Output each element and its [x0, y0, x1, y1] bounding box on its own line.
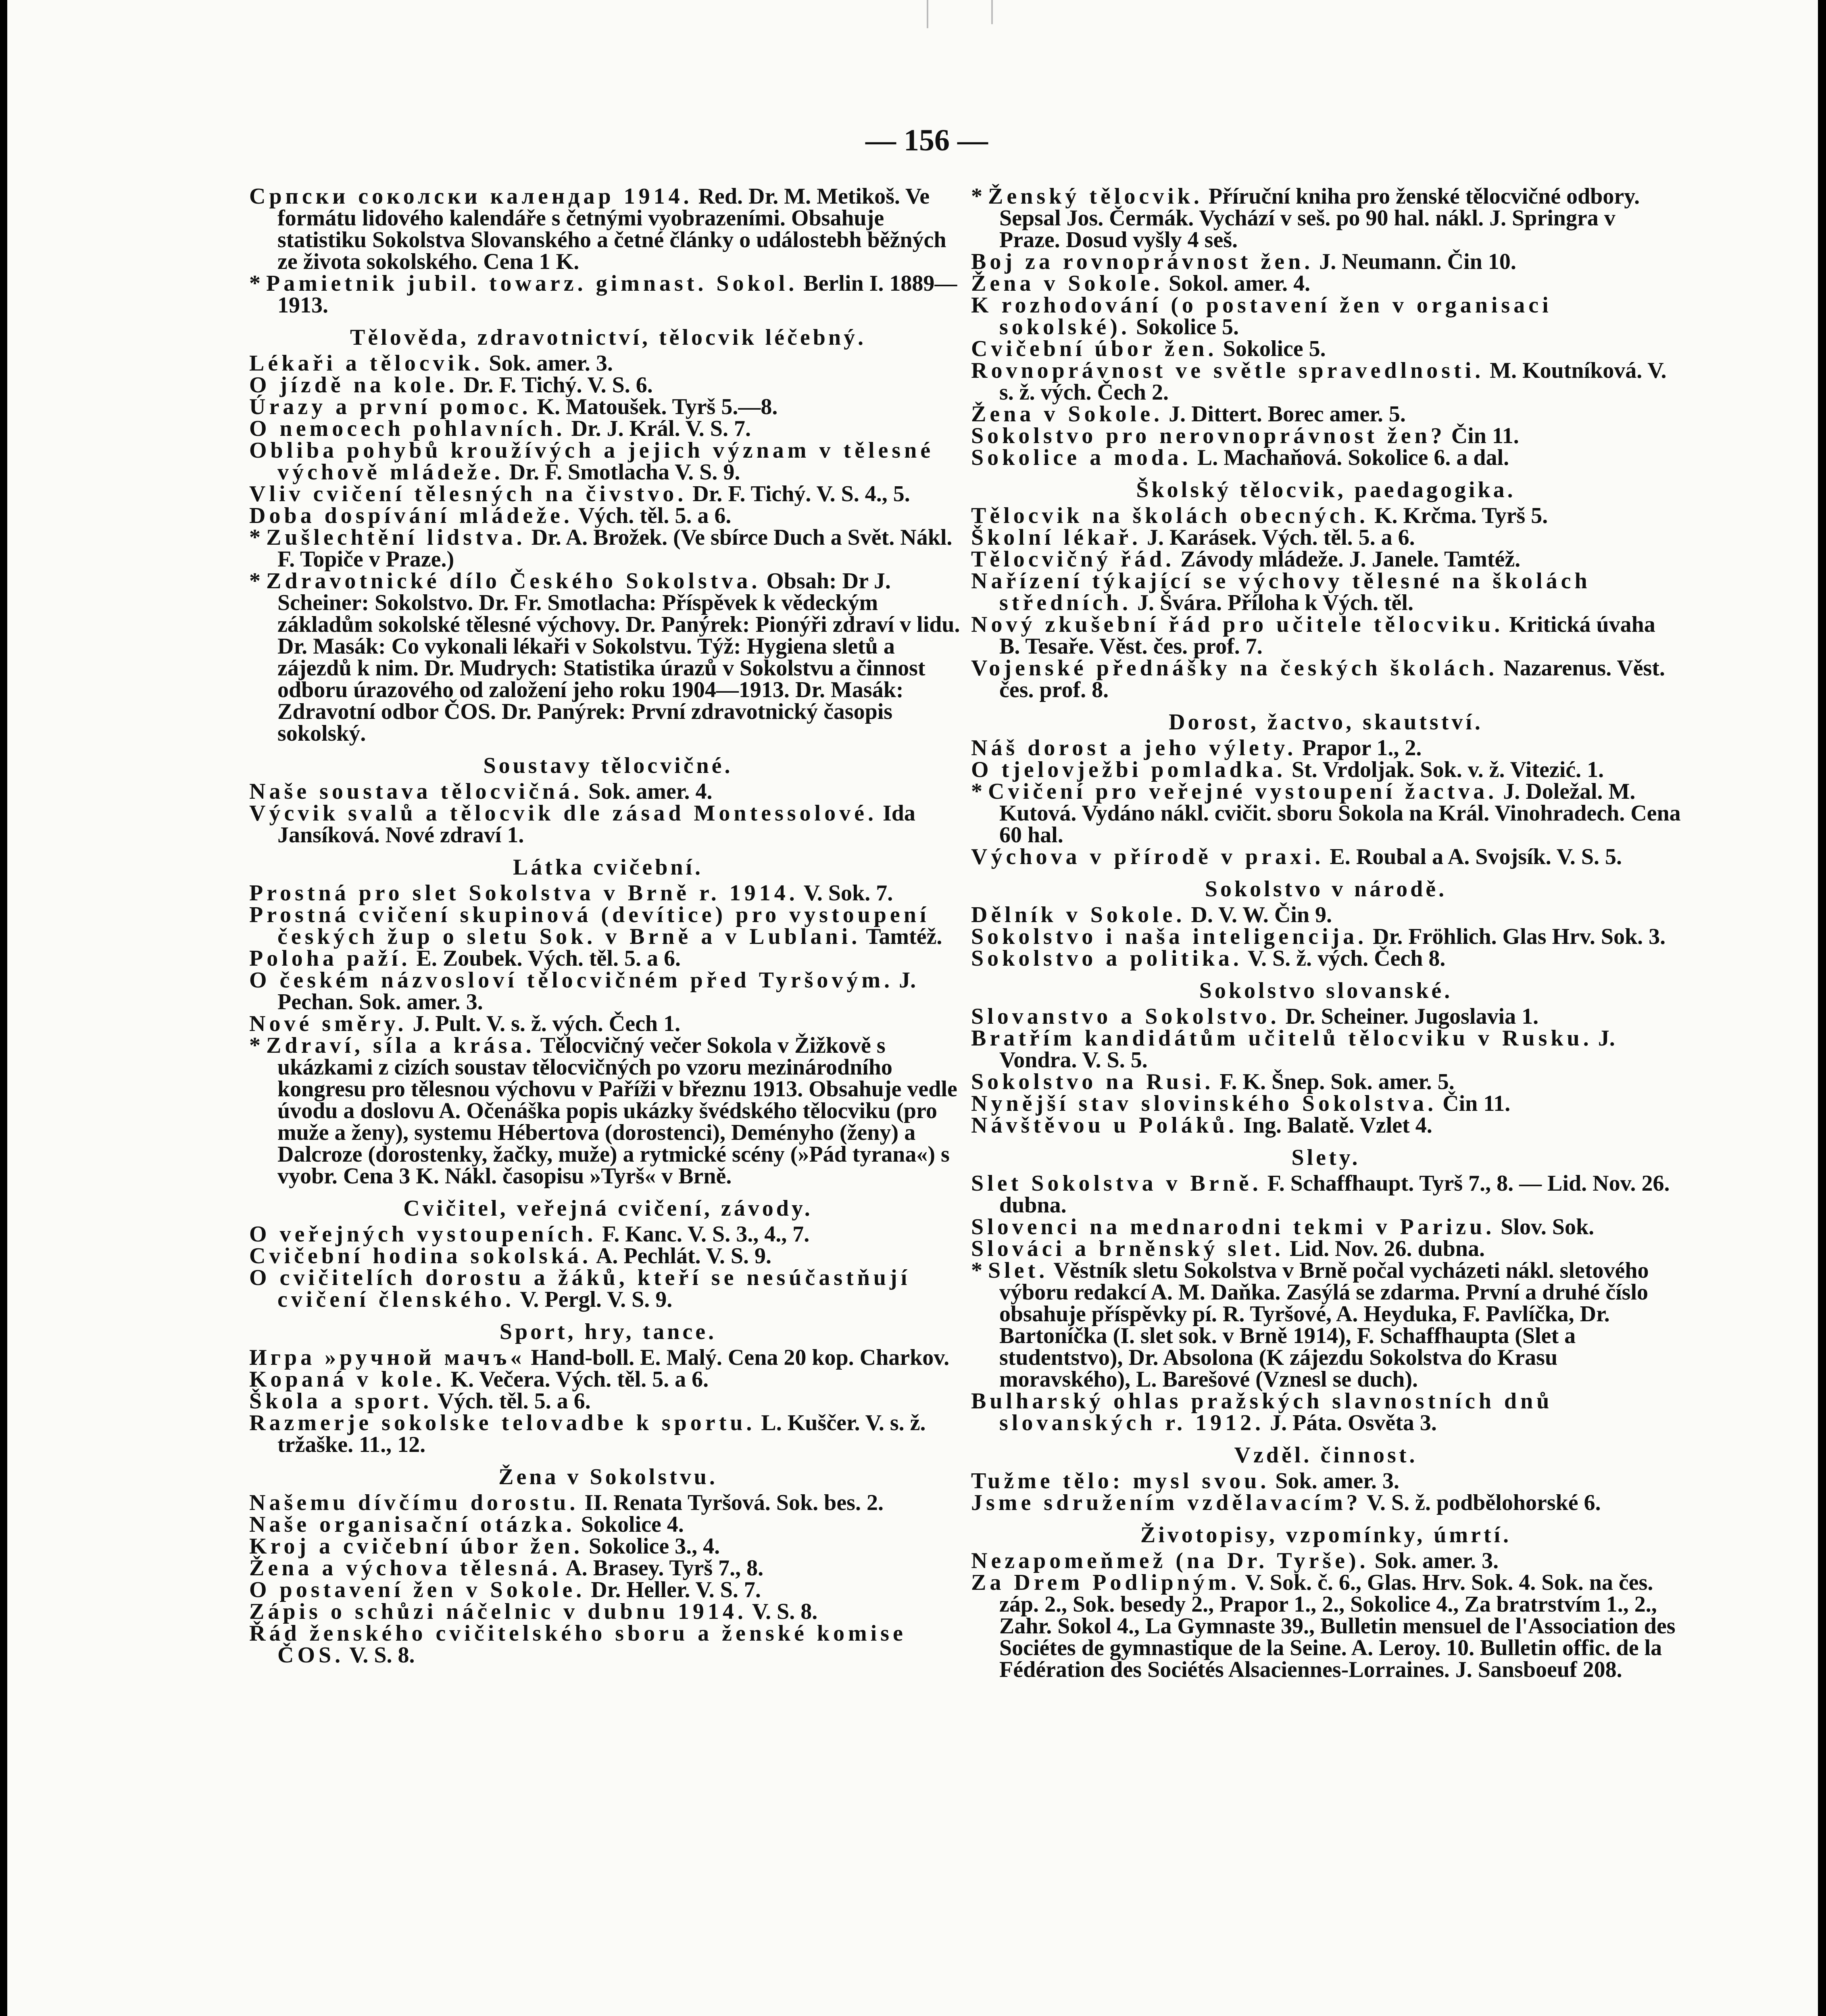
entry-source: Nazarenus. Věst. čes. prof. 8. [999, 656, 1665, 702]
entry-list [971, 185, 1681, 469]
bibliography-entry [971, 846, 1681, 868]
entry-title: Doba dospívání mládeže. [249, 503, 573, 528]
entry-source: Red. Dr. M. Metikoš. Ve formátu lidového kalendáře s četnými vyobrazeními. Obsahuje statistiku Sokolstva Slovanského a četné články o událostebh běžných ze života sokolského. Cena 1 K. [277, 184, 946, 274]
entry-source: Berlin I. 1889—1913. [277, 271, 957, 318]
entry-title: Zápis o schůzi náčelnic v dubnu 1914. [249, 1599, 747, 1624]
section-heading: Tělověda, zdravotnictví, tělocvik léčebný. [350, 325, 867, 350]
section-heading: Dorost, žactvo, skautství. [1169, 710, 1483, 735]
entry-title: Za Drem Podlipným. [971, 1570, 1240, 1595]
entry-list [971, 904, 1681, 969]
entry-source: J. Švára. Příloha k Vých. těl. [1132, 590, 1413, 615]
entry-source: Sok. amer. 4. [582, 779, 713, 804]
bibliography-entry [249, 1412, 967, 1456]
entry-title: Zdravotnické dílo Českého Sokolstva. [266, 569, 761, 594]
scan-speck [991, 0, 993, 24]
entry-source: St. Vrdoljak. Sok. v. ž. Vitezić. 1. [1286, 757, 1604, 782]
entry-source: V. S. 8. [344, 1643, 415, 1668]
bibliography-entry [971, 1093, 1681, 1114]
entry-title: Jsme sdružením vzdělavacím? [971, 1490, 1361, 1515]
entry-list [249, 781, 967, 846]
entry-source: Prapor 1., 2. [1297, 735, 1422, 760]
entry-title: Zušlechtění lidstva. [266, 525, 526, 550]
entry-source: Dr. J. Král. V. S. 7. [565, 416, 751, 441]
bibliography-entry [249, 948, 967, 969]
bibliography-entry [249, 1557, 967, 1579]
page-number: — 156 — [865, 123, 988, 157]
bibliography-entry [971, 570, 1681, 614]
entry-title: Slovenci na mednarodni tekmi v Parizu. [971, 1214, 1495, 1239]
entry-title: Kopaná v kole. [249, 1367, 445, 1392]
bibliography-entry [249, 1492, 967, 1514]
bibliography-entry [971, 185, 1681, 251]
entry-source: Čin 11. [1437, 1091, 1511, 1116]
entry-title: Slováci a brněnský slet. [971, 1236, 1284, 1261]
bibliography-entry [971, 1173, 1681, 1216]
entry-source: Dr. Heller. V. S. 7. [585, 1577, 761, 1602]
entry-title: Prostná pro slet Sokolstva v Brně r. 1914. [249, 881, 798, 906]
bibliography-entry [249, 1013, 967, 1035]
entry-source: E. Roubal a A. Svojsík. V. S. 5. [1324, 844, 1622, 869]
bibliography-entry [249, 882, 967, 904]
bibliography-entry [971, 403, 1681, 425]
entry-title: Obliba pohybů kroužívých a jejich význam v tělesné výchově mládeže. [249, 438, 934, 485]
entry-title: Výcvik svalů a tělocvik dle zásad Montessolové. [249, 801, 877, 826]
entry-source: Sokolice 5. [1130, 314, 1239, 339]
entry-source: J. Páta. Osvěta 3. [1264, 1410, 1437, 1435]
entry-source: Kritická úvaha B. Tesaře. Věst. čes. prof. 7. [999, 612, 1655, 659]
bibliography-entry [249, 352, 967, 374]
entry-source: Dr. F. Tichý. V. S. 4., 5. [687, 481, 910, 506]
entry-source: Dr. A. Brožek. (Ve sbírce Duch a Svět. Nákl. F. Topiče v Praze.) [277, 525, 953, 572]
entry-source: J. Neumann. Čin 10. [1313, 249, 1516, 274]
entry-source: Závody mládeže. J. Janele. Tamtéž. [1175, 547, 1521, 572]
bibliography-entry [249, 1601, 967, 1622]
right-column [971, 185, 1681, 1681]
section-heading: Vzděl. činnost. [1234, 1443, 1418, 1468]
entry-title: Řád ženského cvičitelského sboru a ženské komise ČOS. [249, 1621, 907, 1668]
entry-source: E. Zoubek. Vých. těl. 5. a 6. [411, 946, 681, 971]
entry-title: Boj za rovnoprávnost žen. [971, 249, 1314, 274]
entry-source: D. V. W. Čin 9. [1185, 902, 1332, 927]
entry-source: J. Pechan. Sok. amer. 3. [277, 968, 916, 1014]
entry-title: Škola a sport. [249, 1389, 433, 1414]
bibliography-entry [971, 1027, 1681, 1071]
bibliography-entry [971, 1238, 1681, 1260]
entry-source: J. Doležal. M. Kutová. Vydáno nákl. cvičit. sboru Sokola na Král. Vinohradech. Cena 60 hal. [999, 779, 1681, 848]
entry-title: Dělník v Sokole. [971, 902, 1186, 927]
entry-title: Sokolstvo na Rusi. [971, 1069, 1214, 1094]
entry-source: Čin 11. [1445, 423, 1519, 448]
entry-title: Sokolstvo a politika. [971, 946, 1242, 971]
entry-title: Tělocvik na školách obecných. [971, 503, 1369, 528]
bibliography-entry [249, 904, 967, 948]
entry-source: Dr. F. Smotlacha V. S. 9. [503, 460, 740, 485]
entry-list [971, 1550, 1681, 1681]
bibliography-entry [971, 1114, 1681, 1136]
entry-source: V. S. ž. podbělohorské 6. [1361, 1490, 1601, 1515]
entry-source: F. Kanc. V. S. 3., 4., 7. [596, 1222, 810, 1247]
entry-list [971, 1006, 1681, 1136]
entry-title: Sokolstvo pro nerovnoprávnost žen? [971, 423, 1446, 448]
entry-list [249, 352, 967, 744]
bibliography-entry [249, 781, 967, 802]
entry-title: Žena v Sokole. [971, 271, 1163, 296]
bibliography-entry [249, 1223, 967, 1245]
entry-title: Našemu dívčímu dorostu. [249, 1490, 579, 1515]
entry-source: Ida Jansíková. Nové zdraví 1. [277, 801, 915, 848]
bibliography-entry [249, 1514, 967, 1535]
entry-list [249, 185, 967, 316]
left-column [249, 185, 967, 1666]
entry-source: Ing. Balatě. Vzlet 4. [1238, 1113, 1432, 1138]
entry-source: A. Brasey. Tyrš 7., 8. [561, 1556, 764, 1581]
bibliography-entry [971, 614, 1681, 657]
entry-source: F. K. Šnep. Sok. amer. 5. [1214, 1069, 1455, 1094]
bibliography-entry [249, 802, 967, 846]
entry-title: Slet. [988, 1258, 1048, 1283]
bibliography-entry [249, 1267, 967, 1310]
bibliography-entry [971, 781, 1681, 846]
bibliography-entry [971, 294, 1681, 338]
section-heading: Látka cvičební. [513, 855, 704, 880]
entry-title: Cvičební hodina sokolská. [249, 1243, 592, 1268]
entry-title: Naše organisační otázka. [249, 1512, 575, 1537]
entry-title: K rozhodování (o postavení žen v organisaci sokolské). [971, 293, 1552, 339]
entry-source: Příruční kniha pro ženské tělocvičné odbory. Sepsal Jos. Čermák. Vychází v seš. po 90 hal. nákl. J. Springra v Praze. Dosud vyšly 4 seš. [999, 184, 1640, 252]
entry-title: Razmerje sokolske telovadbe k sportu. [249, 1410, 756, 1435]
entry-source: Sokolice 3., 4. [583, 1534, 720, 1559]
entry-title: Výchova v přírodě v praxi. [971, 844, 1324, 869]
entry-source: M. Koutníková. V. s. ž. vých. Čech 2. [999, 358, 1667, 405]
entry-title: Prostná cvičení skupinová (devítice) pro vystoupení českých žup o sletu Sok. v Brně a v Lublani. [249, 902, 930, 949]
entry-title: Nové směry. [249, 1011, 407, 1036]
bibliography-entry [971, 360, 1681, 403]
bibliography-entry [249, 1245, 967, 1267]
bibliography-entry [971, 1390, 1681, 1434]
entry-title: O cvičitelích dorostu a žáků, kteří se nesúčastňují cvičení členského. [249, 1265, 911, 1312]
entry-source: V. Pergl. V. S. 9. [515, 1287, 673, 1312]
entry-title: Úrazy a první pomoc. [249, 394, 532, 419]
bibliography-entry [249, 1535, 967, 1557]
bibliography-entry [971, 1492, 1681, 1514]
entry-source: J. Vondra. V. S. 5. [999, 1026, 1615, 1073]
entry-title: Poloha paží. [249, 946, 411, 971]
entry-source: F. Schaffhaupt. Tyrš 7., 8. — Lid. Nov. 26. dubna. [999, 1171, 1670, 1218]
asterisk-mark: * [249, 569, 266, 594]
bibliography-entry [249, 527, 967, 570]
bibliography-entry [249, 570, 967, 744]
entry-source: Tělocvičný večer Sokola v Žižkově s ukázkami z cizích soustav tělocvičných po vzoru mezinárodního kongresu pro tělesnou výchovu v Paříži v březnu 1913. Obsahuje vedle úvodu a doslovu A. Očenáška popis ukázky švédského tělocviku (pro muže a ženy), systemu Hébertova (dorostenci), Deményho (ženy) a Dalcroze (dorostenky, žačky, muže) a rytmické scény (»Pád tyrana«) s vyobr. Cena 3 K. Nákl. časopisu »Tyrš« v Brně. [277, 1033, 957, 1189]
entry-title: Návštěvou u Poláků. [971, 1113, 1238, 1138]
entry-list [249, 1347, 967, 1456]
entry-list [249, 1223, 967, 1310]
bibliography-entry [249, 1622, 967, 1666]
entry-title: Rovnoprávnost ve světle spravedlnosti. [971, 358, 1484, 383]
bibliography-entry [249, 1390, 967, 1412]
entry-title: O tjelovježbi pomladka. [971, 757, 1286, 782]
entry-source: Sok. amer. 3. [483, 351, 613, 376]
entry-title: Tužme tělo: mysl svou. [971, 1468, 1270, 1493]
entry-source: Sokolice 4. [575, 1512, 684, 1537]
entry-title: Nynější stav slovinského Sokolstva. [971, 1091, 1437, 1116]
entry-list [971, 737, 1681, 868]
asterisk-mark: * [971, 779, 988, 804]
section-heading: Sokolstvo slovanské. [1199, 978, 1453, 1003]
bibliography-entry [971, 759, 1681, 781]
section-heading: Slety. [1291, 1145, 1361, 1170]
bibliography-entry [971, 948, 1681, 969]
entry-title: Nezapomeňmež (na Dr. Tyrše). [971, 1548, 1369, 1573]
entry-source: L. Machaňová. Sokolice 6. a dal. [1191, 445, 1509, 470]
entry-title: Náš dorost a jeho výlety. [971, 735, 1297, 760]
entry-source: Tamtéž. [861, 924, 942, 949]
entry-title: Bratřím kandidátům učitelů tělocviku v Rusku. [971, 1026, 1593, 1051]
section-heading: Školský tělocvik, paedagogika. [1136, 477, 1516, 502]
entry-list [971, 1470, 1681, 1514]
asterisk-mark: * [971, 184, 988, 209]
entry-source: K. Krčma. Tyrš 5. [1368, 503, 1548, 528]
section-heading: Žena v Sokolstvu. [498, 1464, 718, 1489]
section-heading: Sokolstvo v národě. [1205, 877, 1447, 902]
bibliography-entry [249, 185, 967, 273]
entry-source: Sok. amer. 3. [1269, 1468, 1399, 1493]
entry-title: Игра »ручной мачъ« [249, 1345, 525, 1370]
entry-source: Dr. Scheiner. Jugoslavia 1. [1280, 1004, 1539, 1029]
asterisk-mark: * [971, 1258, 988, 1283]
bibliography-entry [249, 418, 967, 439]
entry-title: Sokolice a moda. [971, 445, 1192, 470]
entry-source: Vých. těl. 5. a 6. [432, 1389, 591, 1414]
entry-source: L. Kuščer. V. s. ž. tržaške. 11., 12. [277, 1410, 926, 1457]
bibliography-entry [249, 483, 967, 505]
entry-title: O českém názvosloví tělocvičném před Tyršovým. [249, 968, 894, 993]
bibliography-entry [971, 273, 1681, 294]
bibliography-entry [249, 374, 967, 396]
entry-source: Dr. F. Tichý. V. S. 6. [458, 373, 653, 398]
entry-title: Nový zkušební řád pro učitele tělocviku. [971, 612, 1504, 637]
entry-title: Tělocvičný řád. [971, 547, 1175, 572]
entry-source: Sok. amer. 3. [1369, 1548, 1499, 1573]
entry-source: J. Karásek. Vých. těl. 5. a 6. [1141, 525, 1415, 550]
entry-title: Slet Sokolstva v Brně. [971, 1171, 1262, 1196]
entry-source: Dr. Fröhlich. Glas Hrv. Sok. 3. [1367, 924, 1666, 949]
asterisk-mark: * [249, 1033, 266, 1058]
bibliography-entry [971, 1260, 1681, 1390]
entry-source: K. Večera. Vých. těl. 5. a 6. [445, 1367, 709, 1392]
entry-source: A. Pechlát. V. S. 9. [591, 1243, 771, 1268]
bibliography-entry [249, 505, 967, 527]
entry-source: J. Pult. V. s. ž. vých. Čech 1. [407, 1011, 681, 1036]
scan-speck [927, 0, 928, 28]
entry-list [971, 505, 1681, 701]
entry-title: O veřejných vystoupeních. [249, 1222, 597, 1247]
entry-source: V. S. 8. [746, 1599, 818, 1624]
entry-title: Cvičení pro veřejné vystoupení žactva. [988, 779, 1498, 804]
bibliography-entry [971, 904, 1681, 926]
entry-title: Kroj a cvičební úbor žen. [249, 1534, 584, 1559]
entry-title: Školní lékař. [971, 525, 1141, 550]
entry-source: Věstník sletu Sokolstva v Brně počal vycházeti nákl. sletového výboru redakcí A. M. Daňka. Zasýlá se zdarma. První a druhé číslo obsahuje příspěvky pí. R. Tyršové, A. Heyduka, F. Pavlíčka, Dr. Bartoníčka (I. slet sok. v Brně 1914), F. Schaffhaupta (Slet a studentstvo), Dr. Absolona (K zájezdu Sokolstva do Krasu moravského), L. Barešové (Vznesl se duch). [999, 1258, 1649, 1392]
section-heading: Soustavy tělocvičné. [483, 753, 733, 778]
entry-source: Sokolice 5. [1217, 336, 1326, 361]
entry-list [249, 1492, 967, 1666]
bibliography-entry [971, 657, 1681, 701]
bibliography-entry [249, 1368, 967, 1390]
entry-source: Obsah: Dr J. Scheiner: Sokolstvo. Dr. Fr. Smotlacha: Příspěvek k vědeckým základům sokolské tělesné výchovy. Dr. Panýrek: Pionýři zdraví v lidu. Dr. Masák: Co vykonali lékaři v Sokolstvu. Týž: Hygiena sletů a zájezdů k nim. Dr. Mudrych: Statistika úrazů v Sokolstvu a činnost odboru úrazového od založení jeho roku 1904—1913. Dr. Masák: Zdravotní odbor ČOS. Dr. Panýrek: První zdravotnický časopis sokolský. [277, 569, 960, 746]
entry-title: O nemocech pohlavních. [249, 416, 566, 441]
entry-title: Vojenské přednášky na českých školách. [971, 656, 1498, 681]
bibliography-entry [249, 1035, 967, 1187]
entry-title: O postavení žen v Sokole. [249, 1577, 586, 1602]
bibliography-entry [971, 251, 1681, 273]
entry-title: Naše soustava tělocvičná. [249, 779, 583, 804]
bibliography-entry [971, 338, 1681, 360]
bibliography-entry [249, 439, 967, 483]
entry-title: Zdraví, síla a krása. [266, 1033, 535, 1058]
bibliography-entry [971, 1071, 1681, 1093]
entry-list [249, 882, 967, 1187]
bibliography-entry [249, 1347, 967, 1368]
bibliography-entry [971, 447, 1681, 469]
entry-source: Sokol. amer. 4. [1163, 271, 1311, 296]
asterisk-mark: * [249, 525, 266, 550]
entry-source: II. Renata Tyršová. Sok. bes. 2. [579, 1490, 884, 1515]
entry-source: K. Matoušek. Tyrš 5.—8. [531, 394, 778, 419]
entry-title: Sokolstvo i naša inteligencija. [971, 924, 1367, 949]
entry-source: Slov. Sok. [1495, 1214, 1595, 1239]
asterisk-mark: * [249, 271, 266, 296]
entry-title: Žena v Sokole. [971, 402, 1163, 427]
entry-title: Bulharský ohlas pražských slavnostních dnů slovanských r. 1912. [971, 1389, 1553, 1435]
entry-title: Slovanstvo a Sokolstvo. [971, 1004, 1280, 1029]
bibliography-entry [971, 425, 1681, 447]
section-heading: Sport, hry, tance. [499, 1319, 717, 1344]
entry-title: Српски соколски календар 1914. [249, 184, 693, 209]
entry-title: Lékaři a tělocvik. [249, 351, 484, 376]
bibliography-entry [971, 1216, 1681, 1238]
bibliography-entry [971, 1550, 1681, 1572]
entry-source: V. S. ž. vých. Čech 8. [1242, 946, 1446, 971]
entry-title: O jízdě na kole. [249, 373, 458, 398]
entry-source: Hand-boll. E. Malý. Cena 20 kop. Charkov. [525, 1345, 950, 1370]
entry-title: Ženský tělocvik. [988, 184, 1203, 209]
entry-source: J. Dittert. Borec amer. 5. [1163, 402, 1406, 427]
bibliography-entry [971, 1006, 1681, 1027]
entry-title: Pamietnik jubil. towarz. gimnast. Sokol. [266, 271, 798, 296]
bibliography-entry [971, 926, 1681, 948]
entry-title: Žena a výchova tělesná. [249, 1556, 561, 1581]
entry-title: Cvičební úbor žen. [971, 336, 1217, 361]
entry-title: Vliv cvičení tělesných na čivstvo. [249, 481, 687, 506]
bibliography-entry [249, 1579, 967, 1601]
bibliography-entry [971, 1572, 1681, 1681]
entry-source: V. Sok. 7. [798, 881, 893, 906]
page [7, 0, 1818, 2016]
bibliography-entry [971, 505, 1681, 527]
bibliography-entry [249, 396, 967, 418]
bibliography-entry [249, 273, 967, 316]
entry-source: V. Sok. č. 6., Glas. Hrv. Sok. 4. Sok. na čes. záp. 2., Sok. besedy 2., Prapor 1., 2., Sokolice 4., Za bratrstvím 1., 2., Zahr. Sokol 4., La Gymnaste 39., Bulletin mensuel de l'Association des Sociétes de gymnastique de la Seine. A. Leroy. 10. Bulletin offic. de la Fédération des Sociétés Alsaciennes-Lorraines. J. Sansboeuf 208. [999, 1570, 1676, 1682]
bibliography-entry [971, 1470, 1681, 1492]
section-heading: Cvičitel, veřejná cvičení, závody. [403, 1196, 813, 1221]
bibliography-entry [971, 548, 1681, 570]
entry-list [971, 1173, 1681, 1434]
bibliography-entry [971, 737, 1681, 759]
entry-title: Nařízení týkající se výchovy tělesné na školách středních. [971, 569, 1591, 615]
entry-source: Vých. těl. 5. a 6. [573, 503, 732, 528]
section-heading: Životopisy, vzpomínky, úmrtí. [1140, 1522, 1512, 1547]
bibliography-entry [249, 969, 967, 1013]
bibliography-entry [971, 527, 1681, 548]
entry-source: Lid. Nov. 26. dubna. [1284, 1236, 1485, 1261]
